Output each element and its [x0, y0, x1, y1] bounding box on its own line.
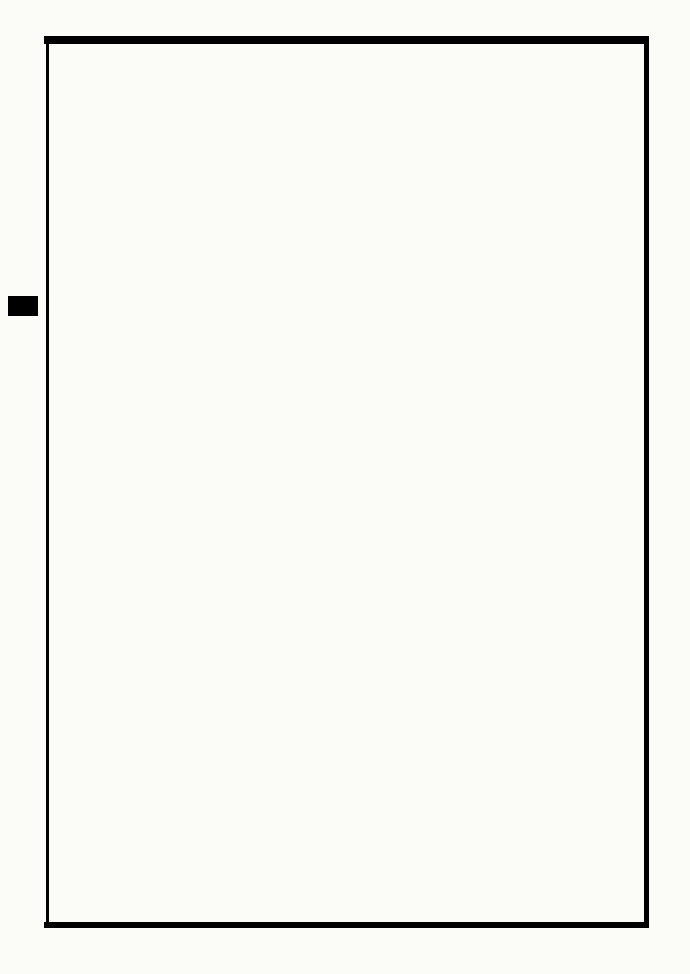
- bottom-border: [44, 922, 648, 928]
- right-border: [644, 36, 649, 928]
- left-margin: [0, 36, 48, 926]
- fishtail-mark-top: [8, 296, 38, 316]
- top-border: [44, 36, 648, 44]
- left-border: [46, 36, 49, 928]
